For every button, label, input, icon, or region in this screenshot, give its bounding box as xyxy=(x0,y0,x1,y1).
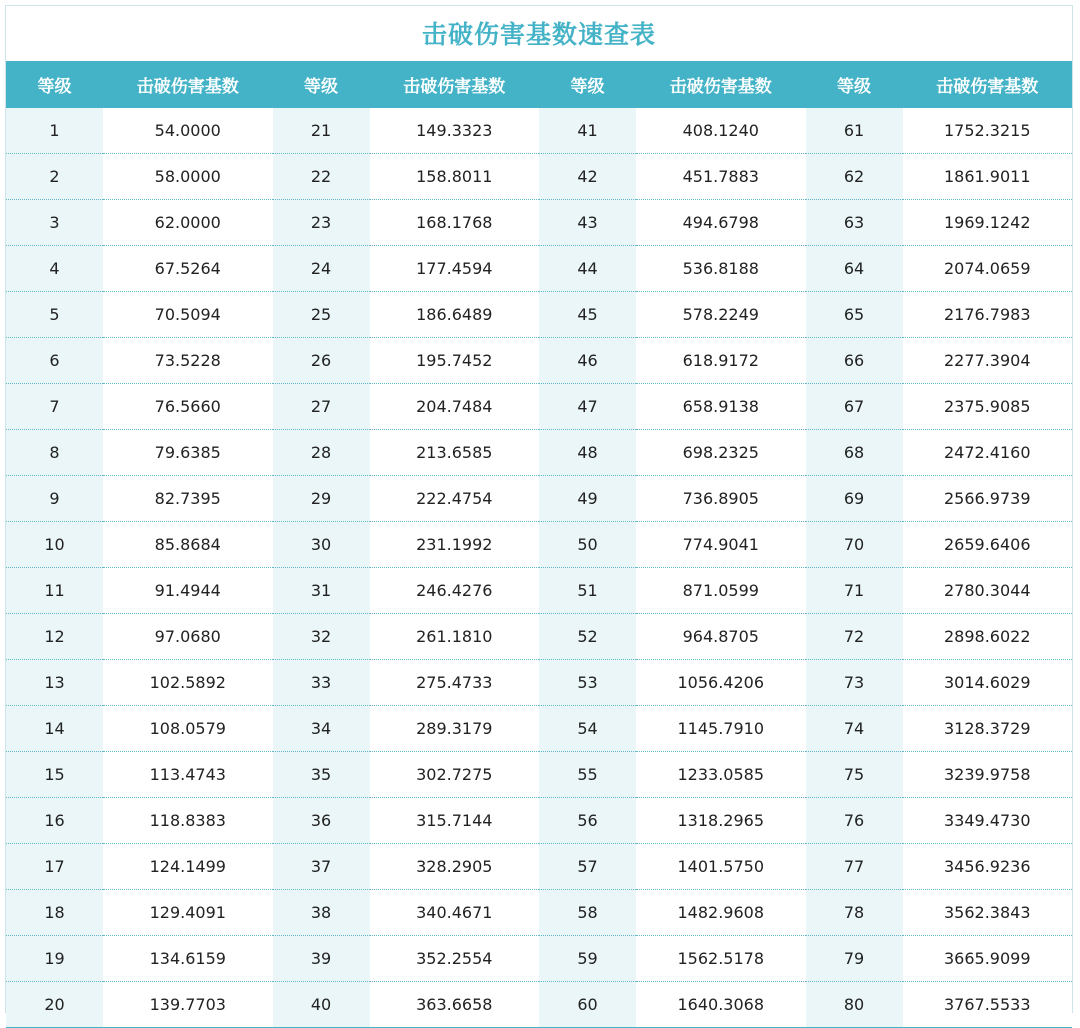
header-break-damage: 击破伤害基数 xyxy=(103,61,273,108)
table-row xyxy=(6,522,1072,568)
level-cell: 14 xyxy=(6,706,103,752)
break-damage-cell: 1318.2965 xyxy=(636,798,806,844)
level-cell: 6 xyxy=(6,338,103,384)
level-cell: 76 xyxy=(806,798,903,844)
level-cell: 63 xyxy=(806,200,903,246)
table-row xyxy=(6,292,1072,338)
level-cell: 43 xyxy=(539,200,636,246)
level-cell: 33 xyxy=(273,660,370,706)
header-break-damage: 击破伤害基数 xyxy=(903,61,1073,108)
level-cell: 80 xyxy=(806,982,903,1028)
break-damage-cell: 54.0000 xyxy=(103,108,273,154)
break-damage-cell: 158.8011 xyxy=(370,154,540,200)
break-damage-cell: 3665.9099 xyxy=(903,936,1073,982)
level-cell: 59 xyxy=(539,936,636,982)
break-damage-cell: 79.6385 xyxy=(103,430,273,476)
break-damage-cell: 67.5264 xyxy=(103,246,273,292)
level-cell: 7 xyxy=(6,384,103,430)
break-damage-cell: 62.0000 xyxy=(103,200,273,246)
break-damage-cell: 134.6159 xyxy=(103,936,273,982)
break-damage-cell: 698.2325 xyxy=(636,430,806,476)
break-damage-cell: 618.9172 xyxy=(636,338,806,384)
break-damage-cell: 261.1810 xyxy=(370,614,540,660)
level-cell: 38 xyxy=(273,890,370,936)
level-cell: 64 xyxy=(806,246,903,292)
break-damage-cell: 578.2249 xyxy=(636,292,806,338)
level-cell: 62 xyxy=(806,154,903,200)
break-damage-cell: 340.4671 xyxy=(370,890,540,936)
level-cell: 74 xyxy=(806,706,903,752)
level-cell: 60 xyxy=(539,982,636,1028)
level-cell: 44 xyxy=(539,246,636,292)
level-cell: 66 xyxy=(806,338,903,384)
level-cell: 18 xyxy=(6,890,103,936)
level-cell: 36 xyxy=(273,798,370,844)
break-damage-cell: 204.7484 xyxy=(370,384,540,430)
level-cell: 56 xyxy=(539,798,636,844)
break-damage-cell: 3562.3843 xyxy=(903,890,1073,936)
level-cell: 3 xyxy=(6,200,103,246)
break-damage-cell: 3239.9758 xyxy=(903,752,1073,798)
level-cell: 1 xyxy=(6,108,103,154)
level-cell: 13 xyxy=(6,660,103,706)
level-cell: 31 xyxy=(273,568,370,614)
break-damage-cell: 1482.9608 xyxy=(636,890,806,936)
break-damage-cell: 3349.4730 xyxy=(903,798,1073,844)
level-cell: 52 xyxy=(539,614,636,660)
table-row xyxy=(6,982,1072,1028)
header-row xyxy=(6,61,1072,108)
table-row xyxy=(6,568,1072,614)
break-damage-cell: 315.7144 xyxy=(370,798,540,844)
break-damage-cell: 222.4754 xyxy=(370,476,540,522)
level-cell: 48 xyxy=(539,430,636,476)
break-damage-cell: 113.4743 xyxy=(103,752,273,798)
break-damage-cell: 85.8684 xyxy=(103,522,273,568)
break-damage-cell: 1145.7910 xyxy=(636,706,806,752)
break-damage-cell: 124.1499 xyxy=(103,844,273,890)
break-damage-cell: 408.1240 xyxy=(636,108,806,154)
table-row xyxy=(6,338,1072,384)
table-row xyxy=(6,200,1072,246)
table-row xyxy=(6,660,1072,706)
break-damage-cell: 1640.3068 xyxy=(636,982,806,1028)
level-cell: 45 xyxy=(539,292,636,338)
break-damage-cell: 871.0599 xyxy=(636,568,806,614)
break-damage-cell: 1752.3215 xyxy=(903,108,1073,154)
break-damage-cell: 129.4091 xyxy=(103,890,273,936)
break-damage-cell: 1562.5178 xyxy=(636,936,806,982)
break-damage-cell: 2176.7983 xyxy=(903,292,1073,338)
break-damage-cell: 275.4733 xyxy=(370,660,540,706)
level-cell: 29 xyxy=(273,476,370,522)
level-cell: 57 xyxy=(539,844,636,890)
level-cell: 34 xyxy=(273,706,370,752)
level-cell: 39 xyxy=(273,936,370,982)
break-damage-cell: 73.5228 xyxy=(103,338,273,384)
level-cell: 11 xyxy=(6,568,103,614)
level-cell: 50 xyxy=(539,522,636,568)
break-damage-cell: 736.8905 xyxy=(636,476,806,522)
page-title: 击破伤害基数速查表 xyxy=(421,20,656,49)
level-cell: 2 xyxy=(6,154,103,200)
header-level: 等级 xyxy=(273,61,370,108)
level-cell: 12 xyxy=(6,614,103,660)
table-row xyxy=(6,936,1072,982)
level-cell: 17 xyxy=(6,844,103,890)
level-cell: 58 xyxy=(539,890,636,936)
break-damage-cell: 118.8383 xyxy=(103,798,273,844)
level-cell: 41 xyxy=(539,108,636,154)
break-damage-cell: 363.6658 xyxy=(370,982,540,1028)
break-damage-cell: 302.7275 xyxy=(370,752,540,798)
level-cell: 68 xyxy=(806,430,903,476)
lookup-table-panel xyxy=(5,5,1073,1013)
break-damage-cell: 2566.9739 xyxy=(903,476,1073,522)
table-row xyxy=(6,430,1072,476)
break-damage-cell: 3456.9236 xyxy=(903,844,1073,890)
break-damage-cell: 168.1768 xyxy=(370,200,540,246)
break-damage-cell: 1401.5750 xyxy=(636,844,806,890)
break-damage-cell: 2277.3904 xyxy=(903,338,1073,384)
header-level: 等级 xyxy=(806,61,903,108)
level-cell: 32 xyxy=(273,614,370,660)
break-damage-table xyxy=(6,61,1072,1028)
level-cell: 71 xyxy=(806,568,903,614)
break-damage-cell: 149.3323 xyxy=(370,108,540,154)
break-damage-cell: 352.2554 xyxy=(370,936,540,982)
table-row xyxy=(6,752,1072,798)
break-damage-cell: 195.7452 xyxy=(370,338,540,384)
break-damage-cell: 2074.0659 xyxy=(903,246,1073,292)
level-cell: 54 xyxy=(539,706,636,752)
level-cell: 61 xyxy=(806,108,903,154)
break-damage-cell: 2898.6022 xyxy=(903,614,1073,660)
break-damage-cell: 3128.3729 xyxy=(903,706,1073,752)
level-cell: 24 xyxy=(273,246,370,292)
level-cell: 79 xyxy=(806,936,903,982)
level-cell: 16 xyxy=(6,798,103,844)
break-damage-cell: 70.5094 xyxy=(103,292,273,338)
header-level: 等级 xyxy=(539,61,636,108)
level-cell: 27 xyxy=(273,384,370,430)
break-damage-cell: 2375.9085 xyxy=(903,384,1073,430)
table-row xyxy=(6,844,1072,890)
break-damage-cell: 451.7883 xyxy=(636,154,806,200)
break-damage-cell: 2472.4160 xyxy=(903,430,1073,476)
table-row xyxy=(6,476,1072,522)
break-damage-cell: 186.6489 xyxy=(370,292,540,338)
level-cell: 46 xyxy=(539,338,636,384)
level-cell: 47 xyxy=(539,384,636,430)
break-damage-cell: 536.8188 xyxy=(636,246,806,292)
break-damage-cell: 246.4276 xyxy=(370,568,540,614)
level-cell: 25 xyxy=(273,292,370,338)
table-row xyxy=(6,384,1072,430)
level-cell: 72 xyxy=(806,614,903,660)
level-cell: 4 xyxy=(6,246,103,292)
level-cell: 67 xyxy=(806,384,903,430)
header-break-damage: 击破伤害基数 xyxy=(636,61,806,108)
table-header xyxy=(6,61,1072,108)
level-cell: 55 xyxy=(539,752,636,798)
break-damage-cell: 177.4594 xyxy=(370,246,540,292)
header-break-damage: 击破伤害基数 xyxy=(370,61,540,108)
break-damage-cell: 3014.6029 xyxy=(903,660,1073,706)
level-cell: 8 xyxy=(6,430,103,476)
break-damage-cell: 964.8705 xyxy=(636,614,806,660)
level-cell: 28 xyxy=(273,430,370,476)
break-damage-cell: 58.0000 xyxy=(103,154,273,200)
break-damage-cell: 82.7395 xyxy=(103,476,273,522)
table-row xyxy=(6,154,1072,200)
table-row xyxy=(6,706,1072,752)
header-level: 等级 xyxy=(6,61,103,108)
level-cell: 22 xyxy=(273,154,370,200)
break-damage-cell: 213.6585 xyxy=(370,430,540,476)
table-row xyxy=(6,246,1072,292)
break-damage-cell: 1056.4206 xyxy=(636,660,806,706)
level-cell: 15 xyxy=(6,752,103,798)
level-cell: 19 xyxy=(6,936,103,982)
level-cell: 75 xyxy=(806,752,903,798)
level-cell: 5 xyxy=(6,292,103,338)
level-cell: 26 xyxy=(273,338,370,384)
break-damage-cell: 328.2905 xyxy=(370,844,540,890)
break-damage-cell: 231.1992 xyxy=(370,522,540,568)
break-damage-cell: 1861.9011 xyxy=(903,154,1073,200)
break-damage-cell: 3767.5533 xyxy=(903,982,1073,1028)
break-damage-cell: 2659.6406 xyxy=(903,522,1073,568)
level-cell: 21 xyxy=(273,108,370,154)
level-cell: 77 xyxy=(806,844,903,890)
level-cell: 49 xyxy=(539,476,636,522)
level-cell: 35 xyxy=(273,752,370,798)
level-cell: 73 xyxy=(806,660,903,706)
table-row xyxy=(6,614,1072,660)
break-damage-cell: 494.6798 xyxy=(636,200,806,246)
level-cell: 9 xyxy=(6,476,103,522)
level-cell: 37 xyxy=(273,844,370,890)
table-row xyxy=(6,108,1072,154)
break-damage-cell: 91.4944 xyxy=(103,568,273,614)
level-cell: 40 xyxy=(273,982,370,1028)
break-damage-cell: 1969.1242 xyxy=(903,200,1073,246)
break-damage-cell: 289.3179 xyxy=(370,706,540,752)
level-cell: 20 xyxy=(6,982,103,1028)
break-damage-cell: 139.7703 xyxy=(103,982,273,1028)
level-cell: 53 xyxy=(539,660,636,706)
break-damage-cell: 108.0579 xyxy=(103,706,273,752)
break-damage-cell: 1233.0585 xyxy=(636,752,806,798)
table-body xyxy=(6,108,1072,1028)
break-damage-cell: 97.0680 xyxy=(103,614,273,660)
level-cell: 23 xyxy=(273,200,370,246)
break-damage-cell: 102.5892 xyxy=(103,660,273,706)
level-cell: 78 xyxy=(806,890,903,936)
break-damage-cell: 658.9138 xyxy=(636,384,806,430)
level-cell: 30 xyxy=(273,522,370,568)
level-cell: 70 xyxy=(806,522,903,568)
level-cell: 65 xyxy=(806,292,903,338)
break-damage-cell: 2780.3044 xyxy=(903,568,1073,614)
break-damage-cell: 774.9041 xyxy=(636,522,806,568)
level-cell: 51 xyxy=(539,568,636,614)
level-cell: 42 xyxy=(539,154,636,200)
table-row xyxy=(6,798,1072,844)
level-cell: 69 xyxy=(806,476,903,522)
level-cell: 10 xyxy=(6,522,103,568)
table-row xyxy=(6,890,1072,936)
break-damage-cell: 76.5660 xyxy=(103,384,273,430)
